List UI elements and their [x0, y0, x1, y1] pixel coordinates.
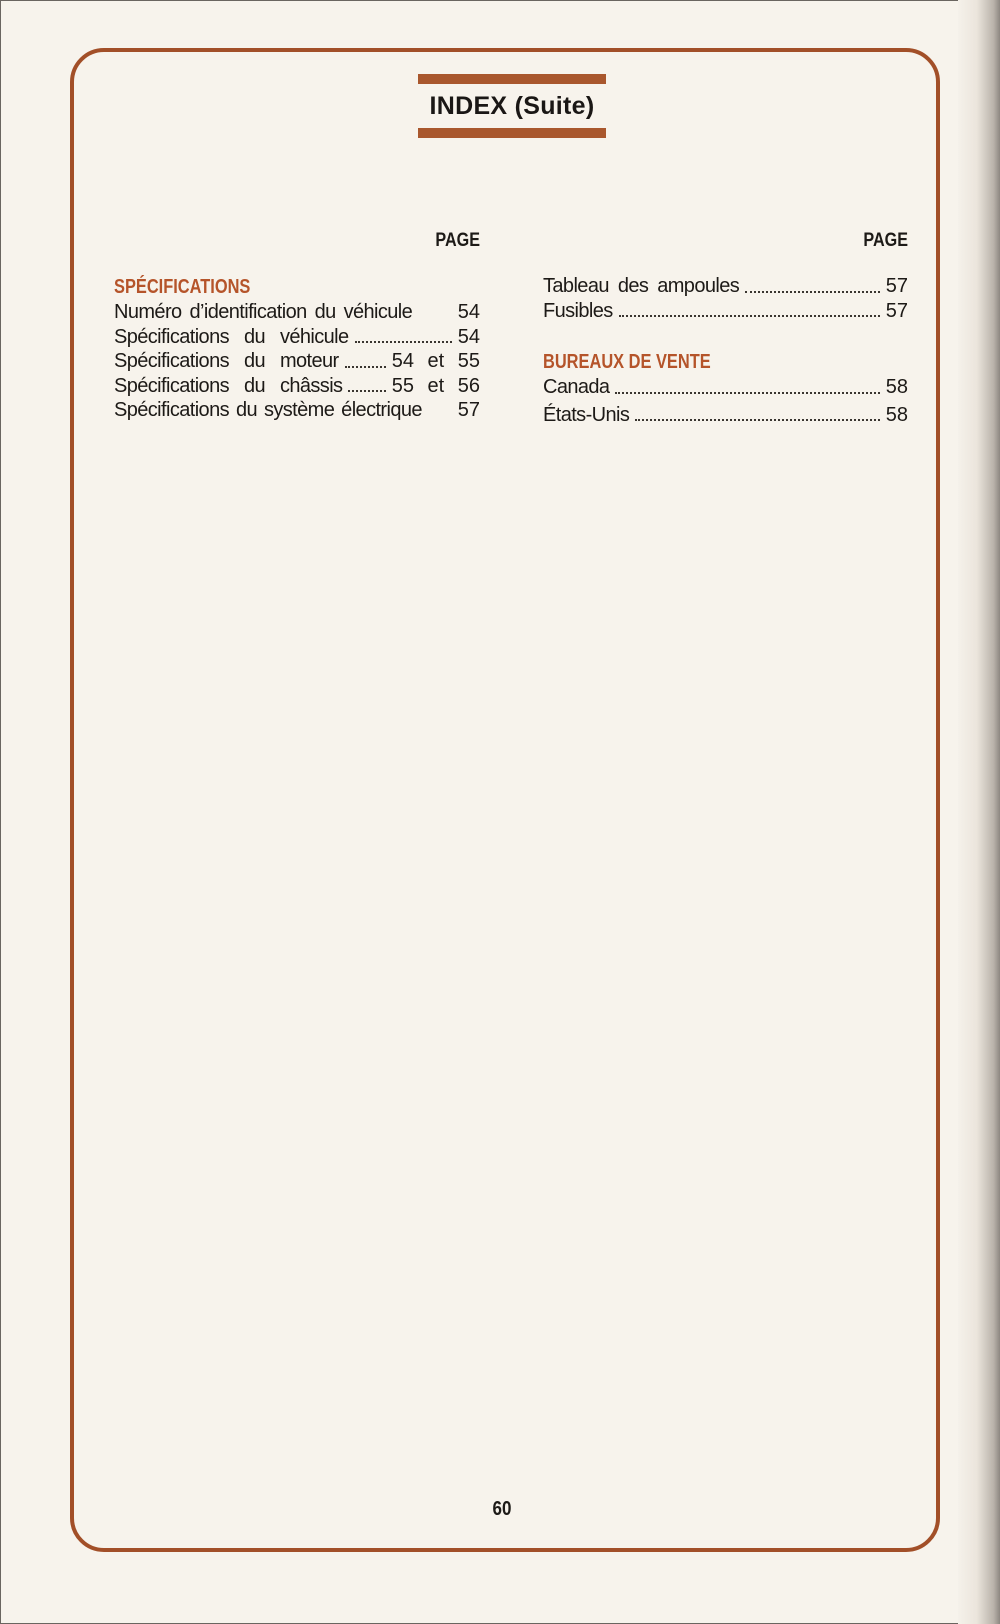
page-edge-shadow — [958, 0, 1000, 1624]
dot-leader — [348, 390, 385, 392]
right-page-header: PAGE — [863, 230, 908, 251]
dot-leader — [345, 366, 386, 368]
index-entry — [543, 299, 908, 324]
index-entry — [114, 398, 480, 423]
index-entry-page: 54 et 55 — [391, 350, 480, 372]
section-title-sales-offices: BUREAUX DE VENTE — [543, 351, 711, 373]
index-entry — [543, 375, 908, 400]
dot-leader — [615, 392, 879, 394]
index-entry-label: États-Unis — [543, 403, 630, 426]
title-bottom-bar — [418, 128, 606, 138]
index-left-column — [114, 228, 480, 423]
index-right-column — [543, 228, 908, 427]
index-entry-label: Spécifications du châssis — [114, 374, 343, 397]
page-title: INDEX (Suite) — [429, 92, 595, 120]
index-entry-page: 54 — [457, 325, 480, 348]
index-entry — [114, 325, 480, 350]
index-entry — [543, 403, 908, 428]
index-entry-page: 58 — [885, 376, 908, 398]
index-entry-label: Spécifications du système électrique — [114, 399, 422, 421]
dot-leader — [619, 315, 880, 317]
index-entry — [543, 274, 908, 299]
index-entry-label: Spécifications du véhicule — [114, 325, 349, 348]
index-entry-label: Numéro d’identification du véhicule — [114, 301, 413, 323]
title-top-bar — [418, 74, 606, 84]
index-entry-label: Spécifications du moteur — [114, 350, 339, 372]
index-entry-page: 57 — [457, 399, 480, 421]
index-entry-page: 57 — [885, 299, 908, 322]
title-block — [418, 74, 606, 138]
left-page-header: PAGE — [435, 230, 480, 251]
index-entry-label: Tableau des ampoules — [543, 275, 740, 297]
dot-leader — [635, 419, 880, 421]
index-entry-page: 58 — [885, 403, 908, 426]
index-entry-label: Canada — [543, 376, 610, 398]
index-entry — [114, 349, 480, 374]
page-number: 60 — [492, 1498, 512, 1520]
index-entry-page: 55 et 56 — [391, 374, 480, 397]
index-entry — [114, 374, 480, 399]
index-entry-page: 57 — [885, 275, 908, 297]
index-entry — [114, 300, 480, 325]
dot-leader — [745, 291, 880, 293]
index-entry-label: Fusibles — [543, 299, 613, 322]
section-title-specifications: SPÉCIFICATIONS — [114, 276, 251, 298]
index-entry-page: 54 — [457, 301, 480, 323]
dot-leader — [355, 341, 452, 343]
